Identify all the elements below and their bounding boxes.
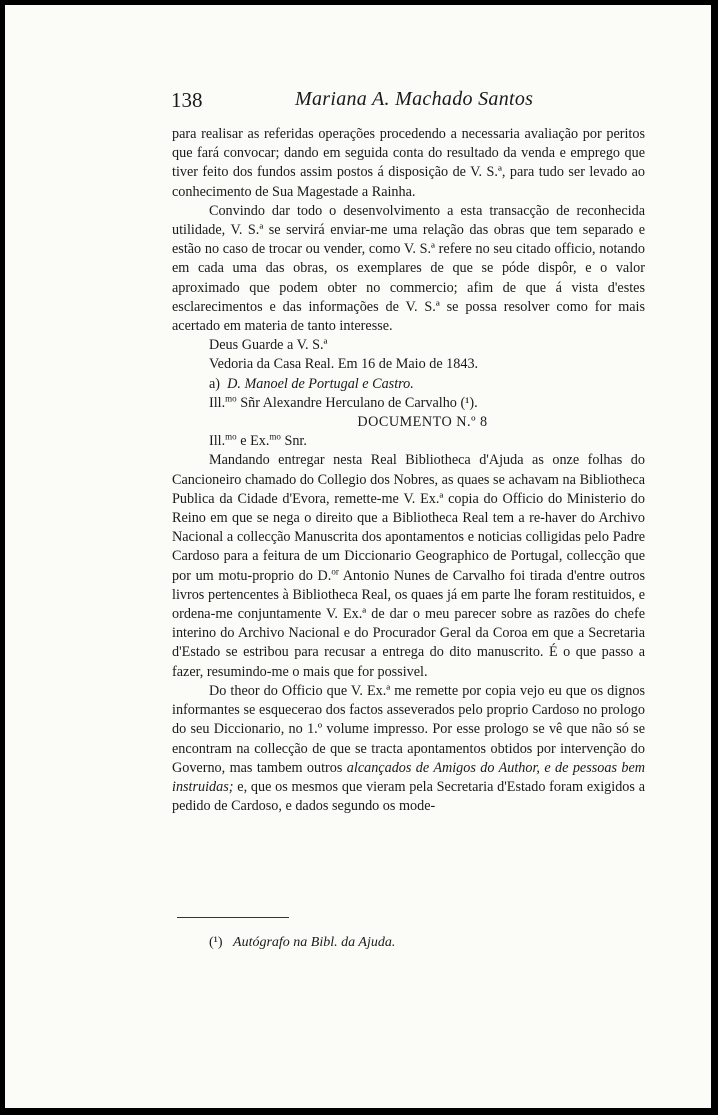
paragraph-4-part-1: Do theor do Officio que V. Ex.ª me remette por copia vejo eu que os dignos informantes se esquecerao dos factos asseverados pelo proprio Cardoso no prologo do seu Diccionario, no 1.º volume impresso. Por esse prologo se vê que não só se encontram na collecção de que se tracta apontamentos obtidos por intervenção do Governo, mas tambem outros (172, 682, 645, 776)
footnote-rule (177, 917, 289, 919)
salutation (172, 432, 645, 451)
closing-vedoria: Vedoria da Casa Real. Em 16 de Maio de 1843. (209, 356, 479, 373)
salutation-sup-2: mo (269, 431, 281, 442)
paragraph-2: Convindo dar todo o desenvolvimento a esta transacção de reconhecida utilidade, V. S.ª se servirá enviar-me uma relação das obras que tem separado e estão no caso de trocar ou vender, como V. S.ª refere no seu citado officio, notando em cada uma das obras, os exemplares de que se póde dispôr, e o valor aproximado que podem obter no commercio; afim de que á vista d'estes esclarecimentos e das informações de V. S.ª se possa resolver como for mais acertado em materia de tanto interesse. (172, 202, 645, 335)
document-title: DOCUMENTO N.º 8 (357, 414, 488, 431)
paragraph-4-part-2: e, que os mesmos que vieram pela Secretaria d'Estado foram exigidos a pedido de Cardoso, e dados segundo os mode- (172, 778, 645, 815)
running-title: Mariana A. Machado Santos (295, 88, 534, 110)
addressee-sup: mo (225, 393, 237, 404)
footnote (209, 935, 395, 951)
salutation-ill: Ill. (209, 433, 226, 450)
paragraph-4 (172, 682, 645, 816)
closing-signature (172, 375, 645, 394)
salutation-sup-1: mo (225, 431, 237, 442)
addressee-abbr: Ill. (209, 394, 226, 411)
paragraph-3 (172, 451, 645, 681)
paragraph-3-part-1: Mandando entregar nesta Real Bibliotheca d'Ajuda as onze folhas do Cancioneiro chamado do Collegio dos Nobres, as quaes se achavam na Bibliotheca Publica da Cidade d'Evora, remette-me V. Ex.ª copia do Officio do Ministerio do Reino em que se nega o direito que a Bibliotheca Real tem a re-haver do Archivo Nacional a collecção Manuscrita dos apontamentos e noticias colligidas pelo Padre Cardoso para a feitura de um Diccionario Geographico de Portugal, collecção que por um motu-proprio do D. (172, 452, 645, 584)
paragraph-3-sup: or (331, 565, 339, 576)
addressee-name: Sñr Alexandre Herculano de Carvalho (240, 394, 457, 411)
paragraph-3-part-2: Antonio Nunes de Carvalho foi tirada d'entre outros livros pertencentes à Bibliotheca Real, os quaes já em parte lhe foram restituidos, e ordena-me conjuntamente V. Ex.ª de dar o meu parecer sobre as razões do chefe interino do Archivo Nacional e do Procurador Geral da Coroa em que a Secretaria d'Estado se estribou para recusar a entrega do dito manuscrito. É o que passo a fazer, resumindo-me o mais que for possivel. (172, 567, 645, 680)
closing-addressee (172, 394, 645, 413)
page-body (172, 125, 645, 816)
salutation-snr: Snr. (284, 433, 307, 450)
salutation-ex: e Ex. (240, 433, 270, 450)
footnote-text: Autógrafo na Bibl. da Ajuda. (233, 935, 396, 950)
page-header (171, 88, 561, 120)
addressee-footnote-marker: (¹). (460, 394, 478, 411)
signature-name: D. Manoel de Portugal e Castro. (227, 375, 414, 392)
document-page (5, 5, 711, 1108)
footnote-marker: (¹) (209, 935, 223, 950)
page-number: 138 (171, 88, 203, 112)
signature-prefix: a) (209, 375, 221, 392)
paragraph-4-italic: alcançados de Amigos do Author, e de pessoas bem instruidas; (172, 759, 645, 795)
paragraph-1: para realisar as referidas operações procedendo a necessaria avaliação por peritos que fará convocar; dando em seguida conta do resultado da venda e emprego que tiver feito dos fundos assim postos á disposição de V. S.ª, para tudo ser levado ao conhecimento de Sua Magestade a Rainha. (172, 126, 645, 200)
closing-deus-guarde: Deus Guarde a V. S.ª (209, 337, 328, 354)
